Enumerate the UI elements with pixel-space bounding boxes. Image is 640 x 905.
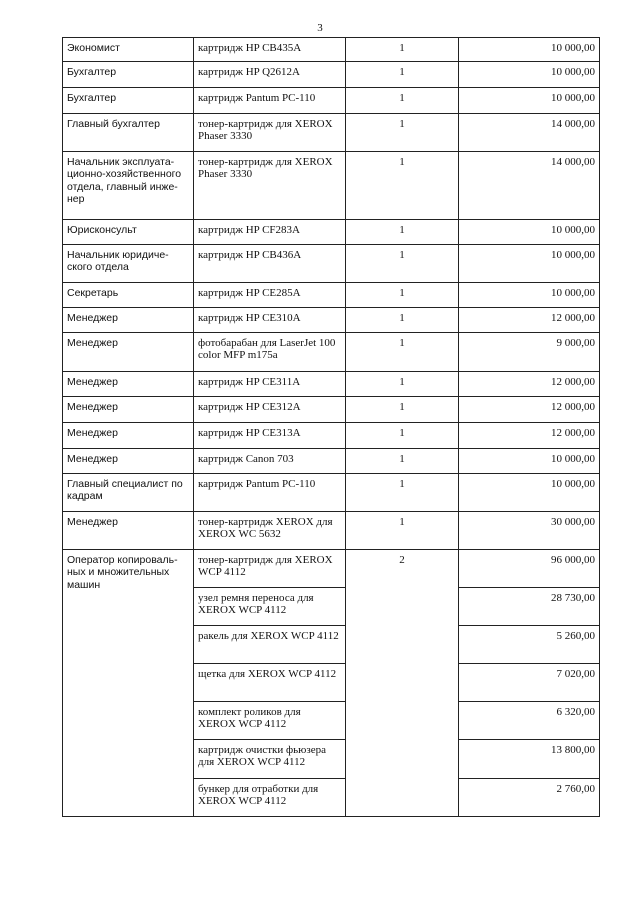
- amount-cell: 14 000,00: [459, 114, 600, 152]
- consumables-table: [62, 37, 600, 817]
- quantity-cell: 1: [346, 397, 459, 423]
- amount-cell: 13 800,00: [459, 740, 600, 779]
- item-cell: картридж HP CE311A: [194, 372, 346, 397]
- amount-cell: 5 260,00: [459, 626, 600, 664]
- position-cell: Главный специалист по кадрам: [63, 474, 194, 512]
- item-cell: комплект роликов для XEROX WCP 4112: [194, 702, 346, 740]
- quantity-cell: 1: [346, 220, 459, 245]
- item-cell: картридж HP CB435A: [194, 38, 346, 62]
- table-row: [63, 152, 600, 220]
- item-cell: картридж HP Q2612A: [194, 62, 346, 88]
- item-cell: картридж HP CE285A: [194, 283, 346, 308]
- table-row: [63, 423, 600, 449]
- quantity-cell: 1: [346, 308, 459, 333]
- item-cell: картридж очистки фьюзера для XEROX WCP 4112: [194, 740, 346, 779]
- quantity-cell: 1: [346, 512, 459, 550]
- amount-cell: 10 000,00: [459, 38, 600, 62]
- item-cell: фотобарабан для LaserJet 100 color MFP m175a: [194, 333, 346, 372]
- amount-cell: 2 760,00: [459, 779, 600, 817]
- quantity-cell: 1: [346, 474, 459, 512]
- table-row: [63, 308, 600, 333]
- item-cell: ракель для XEROX WCP 4112: [194, 626, 346, 664]
- amount-cell: 12 000,00: [459, 308, 600, 333]
- amount-cell: 10 000,00: [459, 449, 600, 474]
- amount-cell: 12 000,00: [459, 397, 600, 423]
- amount-cell: 10 000,00: [459, 88, 600, 114]
- position-cell: Экономист: [63, 38, 194, 62]
- quantity-cell: 1: [346, 283, 459, 308]
- position-cell: Начальник юридиче-ского отдела: [63, 245, 194, 283]
- group-position-cell: Оператор копироваль-ных и множительных машин: [63, 550, 194, 817]
- table-row: [63, 333, 600, 372]
- position-cell: Секретарь: [63, 283, 194, 308]
- position-cell: Бухгалтер: [63, 62, 194, 88]
- position-cell: Менеджер: [63, 308, 194, 333]
- table-row: [63, 397, 600, 423]
- amount-cell: 12 000,00: [459, 423, 600, 449]
- item-cell: картридж Pantum PC-110: [194, 474, 346, 512]
- quantity-cell: 1: [346, 423, 459, 449]
- group-quantity-cell: 2: [346, 550, 459, 817]
- amount-cell: 7 020,00: [459, 664, 600, 702]
- position-cell: Менеджер: [63, 333, 194, 372]
- amount-cell: 14 000,00: [459, 152, 600, 220]
- table-row: [63, 220, 600, 245]
- position-cell: Менеджер: [63, 397, 194, 423]
- amount-cell: 10 000,00: [459, 62, 600, 88]
- table-row: [63, 62, 600, 88]
- quantity-cell: 1: [346, 38, 459, 62]
- table-row: [63, 88, 600, 114]
- quantity-cell: 1: [346, 152, 459, 220]
- amount-cell: 30 000,00: [459, 512, 600, 550]
- quantity-cell: 1: [346, 333, 459, 372]
- item-cell: картридж HP CE313A: [194, 423, 346, 449]
- item-cell: тонер-картридж для XEROX Phaser 3330: [194, 114, 346, 152]
- position-cell: Менеджер: [63, 512, 194, 550]
- quantity-cell: 1: [346, 88, 459, 114]
- table-row: [63, 372, 600, 397]
- amount-cell: 12 000,00: [459, 372, 600, 397]
- amount-cell: 10 000,00: [459, 283, 600, 308]
- quantity-cell: 1: [346, 372, 459, 397]
- quantity-cell: 1: [346, 114, 459, 152]
- position-cell: Главный бухгалтер: [63, 114, 194, 152]
- quantity-cell: 1: [346, 245, 459, 283]
- item-cell: картридж Canon 703: [194, 449, 346, 474]
- table-row: [63, 38, 600, 62]
- position-cell: Начальник эксплуата-ционно-хозяйственного отдела, главный инже-нер: [63, 152, 194, 220]
- item-cell: тонер-картридж XEROX для XEROX WC 5632: [194, 512, 346, 550]
- item-cell: картридж HP CF283A: [194, 220, 346, 245]
- quantity-cell: 1: [346, 449, 459, 474]
- amount-cell: 10 000,00: [459, 474, 600, 512]
- table-row: [63, 114, 600, 152]
- position-cell: Менеджер: [63, 372, 194, 397]
- amount-cell: 9 000,00: [459, 333, 600, 372]
- table-row: [63, 474, 600, 512]
- table-row: [63, 512, 600, 550]
- amount-cell: 96 000,00: [459, 550, 600, 588]
- item-cell: тонер-картридж для XEROX Phaser 3330: [194, 152, 346, 220]
- item-cell: картридж HP CB436A: [194, 245, 346, 283]
- item-cell: картридж HP CE312A: [194, 397, 346, 423]
- amount-cell: 28 730,00: [459, 588, 600, 626]
- item-cell: щетка для XEROX WCP 4112: [194, 664, 346, 702]
- table-row: [63, 550, 600, 588]
- item-cell: бункер для отработки для XEROX WCP 4112: [194, 779, 346, 817]
- position-cell: Менеджер: [63, 423, 194, 449]
- table-row: [63, 449, 600, 474]
- item-cell: картридж HP CE310A: [194, 308, 346, 333]
- item-cell: картридж Pantum PC-110: [194, 88, 346, 114]
- item-cell: тонер-картридж для XEROX WCP 4112: [194, 550, 346, 588]
- table-row: [63, 283, 600, 308]
- position-cell: Бухгалтер: [63, 88, 194, 114]
- amount-cell: 6 320,00: [459, 702, 600, 740]
- position-cell: Менеджер: [63, 449, 194, 474]
- item-cell: узел ремня переноса для XEROX WCP 4112: [194, 588, 346, 626]
- amount-cell: 10 000,00: [459, 220, 600, 245]
- quantity-cell: 1: [346, 62, 459, 88]
- position-cell: Юрисконсульт: [63, 220, 194, 245]
- amount-cell: 10 000,00: [459, 245, 600, 283]
- page-number: 3: [317, 22, 323, 34]
- table-row: [63, 245, 600, 283]
